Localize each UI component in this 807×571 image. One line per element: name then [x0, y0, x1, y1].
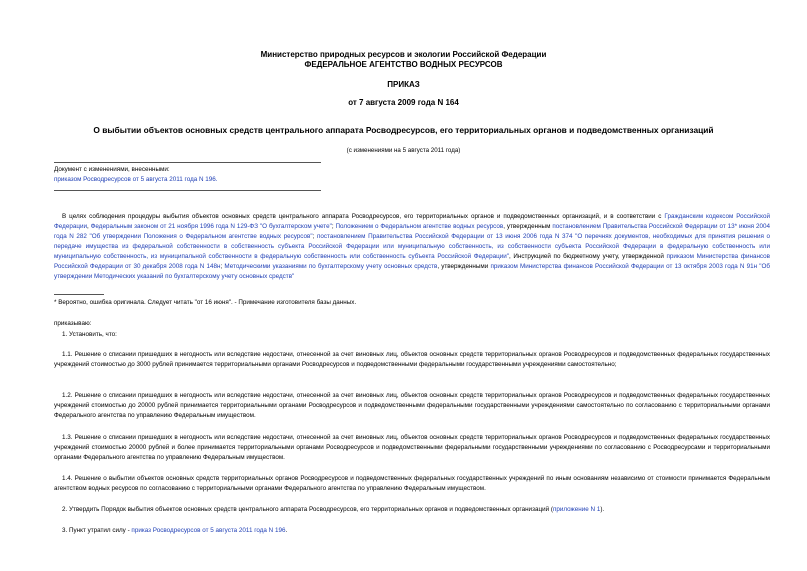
- item-3: [54, 526, 770, 536]
- preamble-text-2: ,: [86, 223, 91, 230]
- link-resolution-282[interactable]: постановлением Правительства Российской Федерации от 13* июня 2004 года N 282 "Об утверждении Положения о Федеральном агентстве водных ресурсов": [54, 223, 770, 240]
- link-order-196[interactable]: приказ Росводресурсов от 5 августа 2011 года N 196: [131, 527, 286, 534]
- item-2: [54, 505, 770, 515]
- link-civil-code[interactable]: Гражданским кодексом Российской Федерации: [54, 213, 770, 230]
- item-1: 1. Установить, что:: [62, 331, 117, 338]
- item-3-text: 3. Пункт утратил силу -: [62, 527, 132, 534]
- footnote-divider: [54, 294, 104, 295]
- changes-note-label: Документ с изменениями, внесенными:: [54, 166, 170, 173]
- document-title: О выбытии объектов основных средств центрального аппарата Росводресурсов, его территориальных органов и подведомственных организаций: [93, 125, 714, 135]
- preamble-text-8: , утвержденными: [437, 263, 491, 270]
- preamble-text-1: В целях соблюдения процедуры выбытия объектов основных средств центрального аппарата Росводресурсов, его территориальных органов и подведомственных организаций, и в соответствии с: [62, 213, 665, 220]
- item-2-end: ).: [600, 506, 605, 513]
- divider-bottom: [54, 190, 321, 191]
- footnote: * Вероятно, ошибка оригинала. Следует читать "от 16 июня". - Примечание изготовителя базы данных.: [54, 299, 357, 306]
- item-1-2: 1.2. Решение о списании пришедших в негодность или вследствие недостачи, отнесенной за счет виновных лиц, объектов основных средств территориальных органов Росводресурсов и подведомственных федеральных государственных учреждений стоимостью до 20000 рублей принимается территориальными органами Росводресурсов и подведомственными федеральными государственными учреждениями самостоятельно по согласованию с территориальными органами Федерального агентства по управлению Федеральным имуществом.: [54, 392, 770, 419]
- item-1-1: 1.1. Решение о списании пришедших в негодность или вследствие недостачи, отнесенной за счет виновных лиц, объектов основных средств территориальных органов Росводресурсов и подведомственных федеральных государственных учреждений стоимостью до 3000 рублей принимается территориальными органами Росводресурсов и подведомственными федеральными государственными учреждениями самостоятельно;: [54, 351, 770, 368]
- preamble-text-5: ;: [312, 233, 317, 240]
- link-order-91n[interactable]: приказом Министерства финансов Российской Федерации от 13 октября 2003 года N 91н "Об утверждении Методических указаний по бухгалтерскому учету основных средств": [54, 263, 770, 280]
- item-1-3: 1.3. Решение о списании пришедших в негодность или вследствие недостачи, отнесенной за счет виновных лиц, объектов основных средств территориальных органов Росводресурсов и подведомственных федеральных государственных учреждений стоимостью 20000 рублей и более принимается территориальными органами Росводресурсов и подведомственными федеральными государственными учреждениями по согласованию с Росводресурсами и территориальными органами Федерального агентства по управлению Федеральным имуществом.: [54, 434, 770, 461]
- link-agency-regulation[interactable]: Положением о Федеральном агентстве водных ресурсов: [335, 223, 504, 230]
- preamble-text-6: , Инструкцией по бюджетному учету, утвержденной: [508, 253, 667, 260]
- changes-note: [54, 165, 218, 185]
- ministry-name: Министерство природных ресурсов и экологии Российской Федерации: [260, 50, 547, 59]
- link-federal-law-129[interactable]: Федеральным законом от 21 ноября 1996 года N 129-ФЗ "О бухгалтерском учете": [90, 223, 332, 230]
- link-resolution-374[interactable]: постановлением Правительства Российской Федерации от 13 июня 2006 года N 374 "О перечнях документов, необходимых для принятия решения о передаче имущества из федеральной собственности в собственность субъекта Российской Федерации или муниципальную собственность, из собственности субъекта Российской Федерации в федеральную собственность или муниципальную собственность, из муниципальной собственности в федеральную собственность или собственность субъекта Российской Федерации": [54, 233, 770, 260]
- order-word: приказываю:: [54, 320, 92, 327]
- document-subtitle: (с изменениями на 5 августа 2011 года): [346, 147, 461, 154]
- divider-top: [54, 162, 321, 163]
- document-date-number: от 7 августа 2009 года N 164: [348, 98, 459, 107]
- link-methodical-instructions[interactable]: Методическими указаниями по бухгалтерскому учету основных средств: [224, 263, 438, 270]
- item-1-4: 1.4. Решение о выбытии объектов основных средств территориальных органов Росводресурсов и подведомственных федеральных государственных учреждений по иным основаниям независимо от стоимости принимается Федеральным агентством водных ресурсов по согласованию с территориальными органами Федерального агентства по управлению Федеральным имуществом.: [54, 475, 770, 492]
- item-2-text: 2. Утвердить Порядок выбытия объектов основных средств центрального аппарата Росводресурсов, его территориальных органов и подведомственных организаций (: [62, 506, 553, 513]
- link-appendix-1[interactable]: приложение N 1: [552, 506, 601, 513]
- item-3-end: .: [285, 527, 288, 534]
- preamble-text-3: ;: [331, 223, 336, 230]
- agency-name: ФЕДЕРАЛЬНОЕ АГЕНТСТВО ВОДНЫХ РЕСУРСОВ: [304, 60, 503, 69]
- preamble-paragraph: [54, 212, 770, 282]
- preamble-text-7: ;: [220, 263, 225, 270]
- document-type: ПРИКАЗ: [387, 80, 420, 89]
- link-order-148n[interactable]: приказом Министерства финансов Российской Федерации от 30 декабря 2008 года N 148н: [54, 253, 770, 270]
- changes-note-link[interactable]: приказом Росводресурсов от 5 августа 2011 года N 196.: [54, 176, 218, 183]
- preamble-text-4: , утвержденным: [503, 223, 553, 230]
